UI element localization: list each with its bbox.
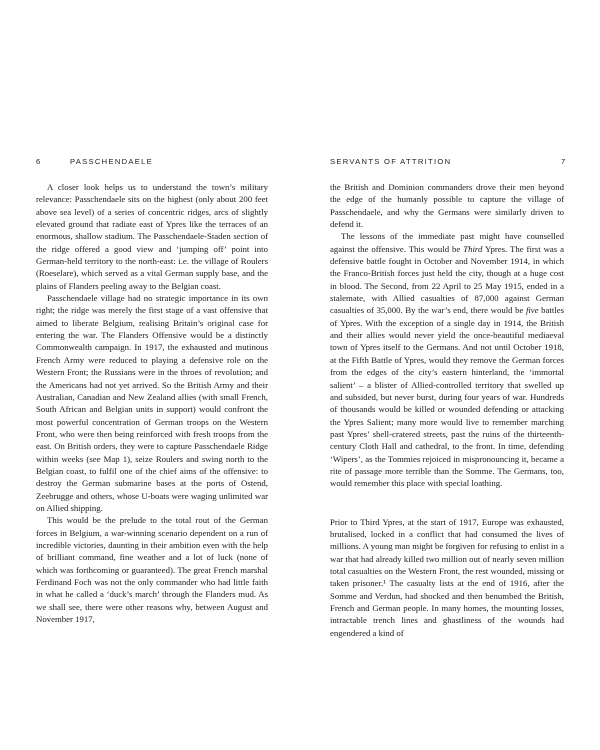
paragraph: A closer look helps us to understand the town’s military relevance: Passchendaele sits on the highest (only about 200 feet above sea level) of a series of concentric ridges, arcs of slightly elevated ground that radiate east of Ypres like the terraces of an enormous, shallow stadium. The Passchendaele-Staden section of the ridge offered a good view and ‘jumping off’ point into German-held territory to the north-east: i.e. the village of Roulers (Roeselare), which served as a vital German supply base, and the plains of Flanders peeling away to the Belgian coast. [36, 182, 268, 291]
right-page [300, 0, 600, 750]
section-break [330, 490, 564, 516]
paragraph: Passchendaele village had no strategic importance in its own right; the ridge was merely the first stage of a vast offensive that aimed to liberate Belgium, realising Britain’s original case for entering the war. The Flanders Offensive would be a distinctly Commonwealth campaign. In 1917, the exhausted and mutinous French Army were reduced to playing a defensive role on the Western Front; the Russians were in the throes of revolution; and the Americans had not yet arrived. So the British Army and their Australian, Canadian and New Zealand allies (with small French, South African and Belgian units in support) would confront the most powerful concentration of German troops on the Western Front, who were then being reinforced with fresh troops from the east. On British orders, they were to capture Passchendaele Ridge within weeks (see Map 1), seize Roulers and swing north to the Belgian coast, to fulfil one of the chief aims of the offensive: to destroy the German submarine bases at the ports of Ostend, Zeebrugge and others, whose U-boats were waging unlimited war on Allied shipping. [36, 293, 268, 513]
paragraph: The lessons of the immediate past might have counselled against the offensive. This would be Third Ypres. The first was a defensive battle fought in October and November 1914, in which the Franco-British forces just held the city, though at a huge cost in blood. The Second, from 22 April to 25 May 1915, ended in a stalemate, with Allied casualties of 87,000 against German casualties of 35,000. By the war’s end, there would be five battles of Ypres. With the exception of a single day in 1914, the British and their allies would never yield the once-beautiful mediaeval town of Ypres itself to the Germans. And not until October 1918, at the Fifth Battle of Ypres, would they remove the German forces from the edges of the city’s eastern hinterland, the ‘immortal salient’ – a blister of Allied-controlled territory that swelled up and subsided, but never burst, during four years of war. Hundreds of thousands would be killed or wounded defending or attacking the Ypres Salient; many more would live to remember marching past Ypres’ shell-cratered streets, past the ruins of the thirteenth-century Cloth Hall and cathedral, to the front. In time, defending ‘Wipers’, as the Tommies rejoiced in mispronouncing it, became a rite of passage more terrible than the Somme. The Germans, too, would remember this place with special loathing. [330, 231, 564, 489]
paragraph: This would be the prelude to the total rout of the German forces in Belgium, a war-winning scenario dependent on a run of incredible victories, daunting in their ambition even with the help of brilliant command, fine weather and a lot of luck (none of which was forthcoming or guaranteed). The great French marshal Ferdinand Foch was not the only commander who had little faith in what he called a ‘duck’s march’ through the Flanders mud. As we shall see, there were other reasons why, between August and November 1917, [36, 515, 268, 625]
page-number: 7 [561, 157, 566, 166]
body-text [36, 181, 268, 625]
paragraph: Prior to Third Ypres, at the start of 1917, Europe was exhausted, brutalised, locked in a conflict that had consumed the lives of millions. A young man might be forgiven for refusing to enlist in a war that had already killed two million out of nearly seven million total casualties on the Western Front, the rest wounded, missing or taken prisoner.¹ The casualty lists at the end of 1916, after the Somme and Verdun, had shocked and then benumbed the British, French and German people. In many homes, the mounting losses, intractable trench lines and ghastliness of the wounds had engendered a kind of [330, 516, 564, 638]
body-text [330, 181, 564, 639]
page-number: 6 [36, 157, 41, 166]
running-head: PASSCHENDAELE [70, 157, 154, 166]
running-head: SERVANTS OF ATTRITION [330, 157, 452, 166]
paragraph: the British and Dominion commanders drove their men beyond the edge of the humanly possible to capture the village of Passchendaele, and why the Germans were similarly driven to defend it. [330, 182, 564, 230]
